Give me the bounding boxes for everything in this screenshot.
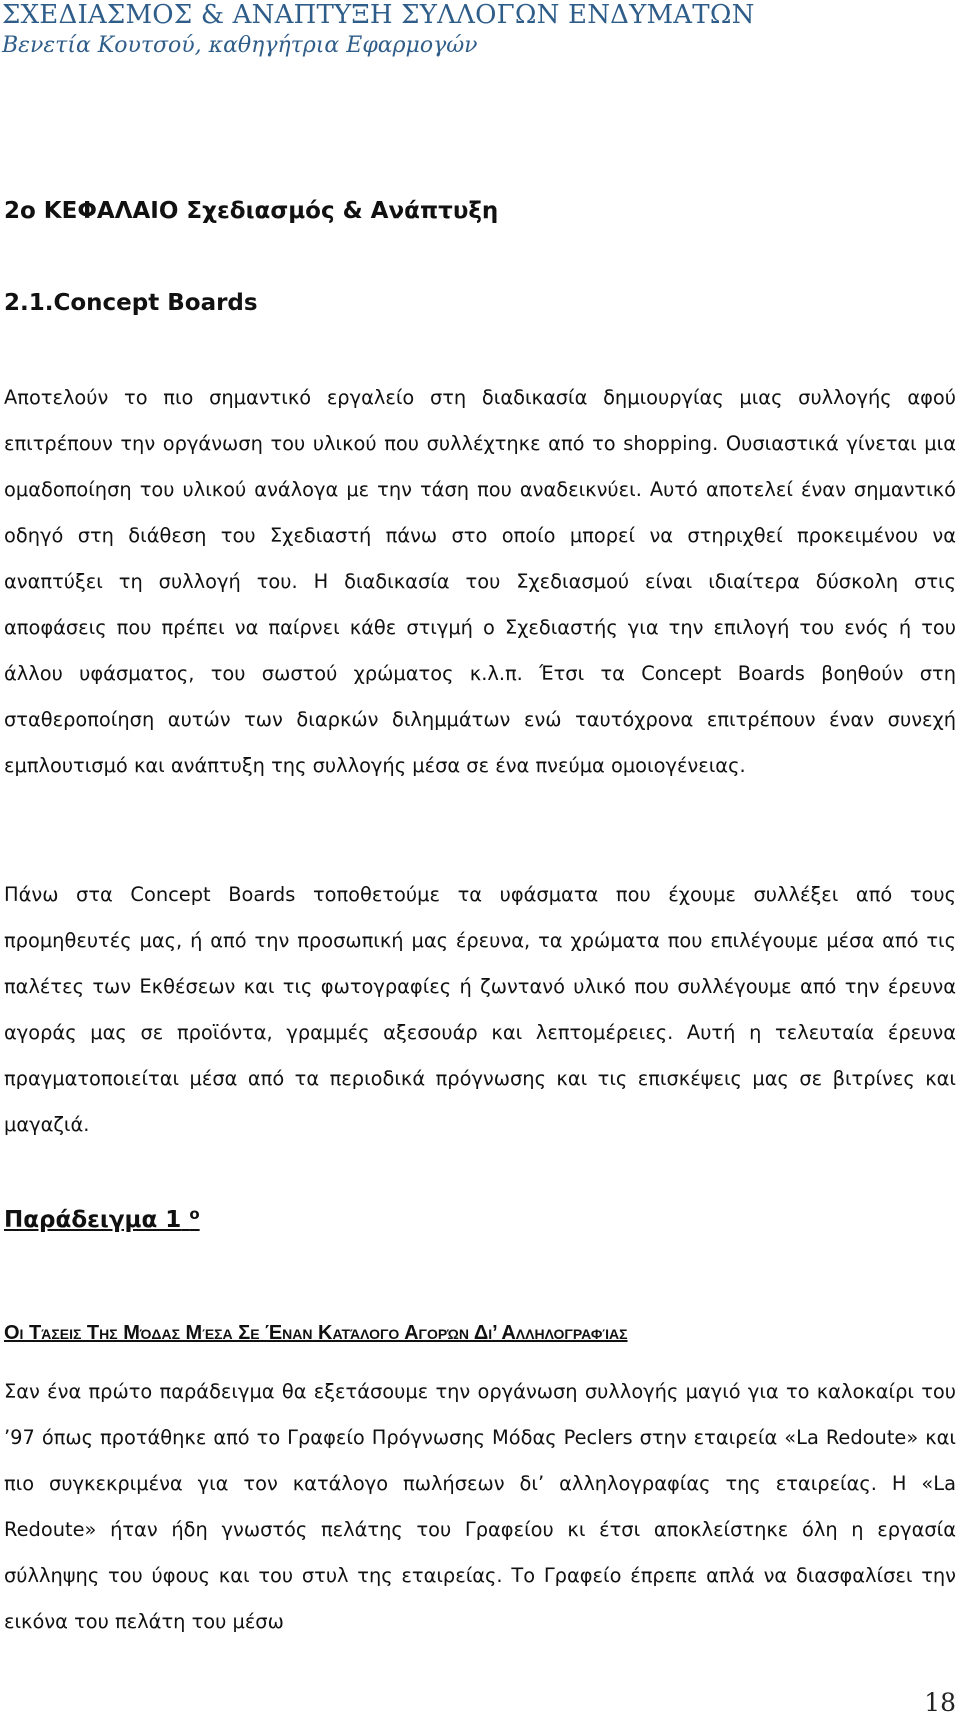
body-paragraph-1: Αποτελούν το πιο σημαντικό εργαλείο στη διαδικασία δημιουργίας μιας συλλογής αφού επιτρέπουν την οργάνωση του υλικού που συλλέχτηκε από το shopping. Ουσιαστικά γίνεται μια ομαδοποίηση του υλικού ανάλογα με την τάση που αναδεικνύει. Αυτό αποτελεί έναν σημαντικό οδηγό στη διάθεση του Σχεδιαστή πάνω στο οποίο μπορεί να στηριχθεί προκειμένου να αναπτύξει τη συλλογή του. Η διαδικασία του Σχεδιασμού είναι ιδιαίτερα δύσκολη στις αποφάσεις που πρέπει να παίρνει κάθε στιγμή ο Σχεδιαστής για την επιλογή του ενός ή του άλλου υφάσματος, του σωστού χρώματος κ.λ.π. Έτσι τα Concept Boards βοηθούν στη σταθεροποίηση αυτών των διαρκών διλημμάτων ενώ ταυτόχρονα επιτρέπουν έναν συνεχή εμπλουτισμό και ανάπτυξη της συλλογής μέσα σε ένα πνεύμα ομοιογένειας. xyxy=(4,386,956,777)
section-heading: 2.1.Concept Boards xyxy=(4,290,258,316)
page-number: 18 xyxy=(924,1688,956,1717)
body-paragraph-3: Σαν ένα πρώτο παράδειγμα θα εξετάσουμε την οργάνωση συλλογής μαγιό για το καλοκαίρι του ’97 όπως προτάθηκε από το Γραφείο Πρόγνωσης Μόδας Peclers στην εταιρεία «La Redoute» και πιο συγκεκριμένα για τον κατάλογο πωλήσεων δι’ αλληλογραφίας της εταιρείας. Η «La Redoute» ήταν ήδη γνωστός πελάτης του Γραφείου κι έτσι αποκλείστηκε όλη η εργασία σύλληψης του ύφους και του στυλ της εταιρείας. Το Γραφείο έπρεπε απλά να διασφαλίσει την εικόνα του πελάτη του μέσω xyxy=(4,1380,956,1633)
example-heading xyxy=(4,1205,200,1235)
example-label: Παράδειγμα 1 xyxy=(4,1207,182,1233)
running-header-author: Βενετία Κουτσού, καθηγήτρια Εφαρμογών xyxy=(2,33,478,58)
example-title: Οι Τάσεις Της Μόδας Μέσα Σε Έναν Κατάλογο Αγορών Δι’ Αλληλογραφίας xyxy=(4,1322,628,1344)
chapter-heading: 2ο ΚΕΦΑΛΑΙΟ Σχεδιασμός & Ανάπτυξη xyxy=(4,198,499,224)
running-header-title: ΣΧΕΔΙΑΣΜΟΣ & ΑΝΑΠΤΥΞΗ ΣΥΛΛΟΓΩΝ ΕΝΔΥΜΑΤΩΝ xyxy=(2,0,755,30)
body-paragraph-2: Πάνω στα Concept Boards τοποθετούμε τα υφάσματα που έχουμε συλλέξει από τους προμηθευτές μας, ή από την προσωπική μας έρευνα, τα χρώματα που επιλέγουμε μέσα από τις παλέτες των Εκθέσεων και τις φωτογραφίες ή ζωντανό υλικό που συλλέγουμε από την έρευνα αγοράς μας σε προϊόντα, γραμμές αξεσουάρ και λεπτομέρειες. Αυτή η τελευταία έρευνα πραγματοποιείται μέσα από τα περιοδικά πρόγνωσης και τις επισκέψεις μας σε βιτρίνες και μαγαζιά. xyxy=(4,883,956,1136)
example-ordinal: ο xyxy=(189,1205,200,1223)
